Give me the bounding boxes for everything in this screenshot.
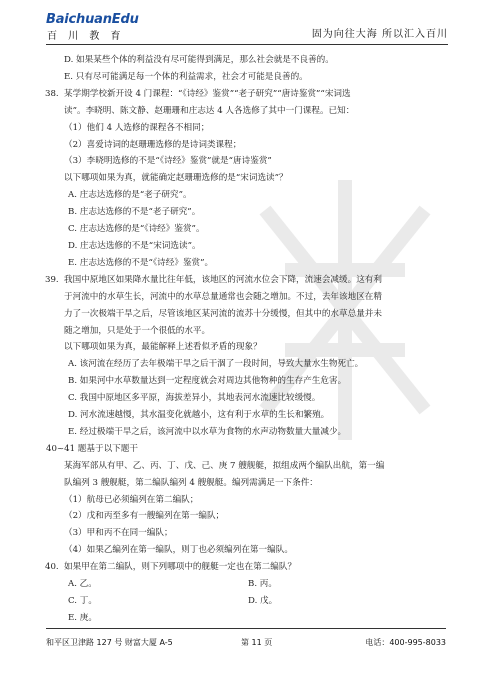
question-38-condition: （1）他们 4 人选修的课程各不相同； — [64, 122, 210, 133]
question-39-option: C. 我国中原地区多平原，海拔差异小，其地表河水流速比较缓慢。 — [68, 393, 321, 404]
question-39-prompt: 以下哪项如果为真，最能解释上述看似矛盾的现象？ — [64, 342, 262, 353]
header-slogan: 固为向往大海 所以汇入百川 — [311, 29, 448, 40]
question-40-option: D. 戊。 — [248, 596, 278, 606]
section-condition: （3）甲和丙不在同一编队； — [64, 528, 173, 539]
question-39-option: A. 该河流在经历了去年极端干旱之后干涸了一段时间，导致大量水生物死亡。 — [68, 359, 364, 370]
question-38-condition: （2）喜爱诗词的赵珊珊选修的是诗词类课程； — [64, 139, 242, 150]
q37-option-e: E. 只有尽可能满足每一个体的利益需求，社会才可能是良善的。 — [64, 71, 308, 82]
question-40-stem: 40. 如果甲在第二编队，则下列哪项中的舰艇一定也在第二编队？ — [46, 559, 446, 576]
question-40-option: C. 丁。 — [68, 596, 97, 606]
question-40-options-row — [46, 593, 446, 610]
question-39-stem-line: 于河流中的水草生长，河流中的水草总量通常也会随之增加。不过，去年该地区在精 — [64, 291, 382, 302]
footer-address: 和平区卫津路 127 号 财富大厦 A-5 — [46, 638, 173, 647]
question-38-prompt: 以下哪项如果为真，就能确定赵珊珊选修的是“宋词选读”？ — [64, 173, 288, 184]
question-40-option: B. 丙。 — [248, 579, 277, 590]
question-38-stem-line: 读”。李晓明、陈文静、赵珊珊和庄志达 4 人各选修了其中一门课程。已知： — [64, 105, 355, 116]
q37-option-d: D. 如果某些个体的利益没有尽可能得到满足，那么社会就是不良善的。 — [64, 55, 334, 65]
question-39-option: E. 经过极端干旱之后，该河流中以水草为食物的水声动物数量大量减少。 — [68, 426, 347, 437]
page-header — [46, 12, 448, 45]
question-38-stem: 38. 某学期学校新开设 4 门课程：“《诗经》鉴赏”“老子研究”“唐诗鉴赏”“宋词选 — [46, 86, 446, 103]
question-38-option: B. 庄志达选修的不是“老子研究”。 — [68, 207, 201, 218]
section-stem: 某海军部从有甲、乙、丙、丁、戊、己、庚 7 艘舰艇，拟组成两个编队出航，第一编 — [64, 460, 385, 471]
question-40-options-row — [46, 576, 446, 593]
question-39-stem-line: 随之增加，只是处于一个很低的水平。 — [64, 325, 211, 336]
logo-chinese-name: 百 川 教 育 — [47, 31, 125, 42]
section-condition: （1）航母已必须编列在第二编队； — [64, 494, 199, 505]
question-38-option: C. 庄志达选修的是“《诗经》鉴赏”。 — [68, 224, 205, 235]
question-number: 39. — [45, 274, 59, 285]
question-39-option: B. 如果河中水草数量达到一定程度就会对周边其他物种的生存产生危害。 — [68, 376, 347, 387]
section-heading-40-41: 40~41 题基于以下题干 — [46, 443, 138, 454]
logo-text: BaichuanEdu — [46, 12, 139, 27]
question-40-option: A. 乙。 — [68, 579, 97, 590]
question-number: 38. — [45, 88, 59, 99]
question-38-option: A. 庄志达选修的是“老子研究”。 — [68, 190, 192, 201]
question-number: 40. — [45, 562, 59, 573]
footer-phone: 电话：400-995-8033 — [365, 638, 446, 647]
section-condition: （4）如果乙编列在第一编队，则丁也必须编列在第一编队。 — [64, 545, 293, 556]
footer-page-number: 第 11 页 — [241, 638, 273, 647]
question-38-option: D. 庄志达选修的不是“宋词选读”。 — [68, 240, 201, 251]
page-footer — [46, 628, 446, 651]
question-38-condition: （3）李晓明选修的不是“《诗经》鉴赏”就是“唐诗鉴赏” — [64, 156, 272, 167]
question-39-option: D. 河水流速越慢，其水温变化就越小，这有利于水草的生长和繁殖。 — [68, 410, 330, 421]
section-stem-line: 队编列 3 艘舰艇，第二编队编列 4 艘舰艇。编列需满足一下条件： — [64, 477, 318, 488]
question-40-options-row — [46, 610, 446, 627]
question-40-option: E. 庚。 — [68, 612, 97, 623]
question-39-stem-line: 力了一次极端干旱之后，尽管该地区某河流的流苏十分缓慢，但其中的水草总量并未 — [64, 308, 382, 319]
question-39-stem: 39. 我国中原地区如果降水量比往年低，该地区的河流水位会下降，流速会减缓。这有利 — [46, 272, 446, 289]
question-38-option: E. 庄志达选修的不是“《诗经》鉴赏”。 — [68, 257, 214, 268]
exam-content — [46, 52, 446, 627]
section-condition: （2）戊和丙至多有一艘编列在第一编队； — [64, 511, 225, 522]
